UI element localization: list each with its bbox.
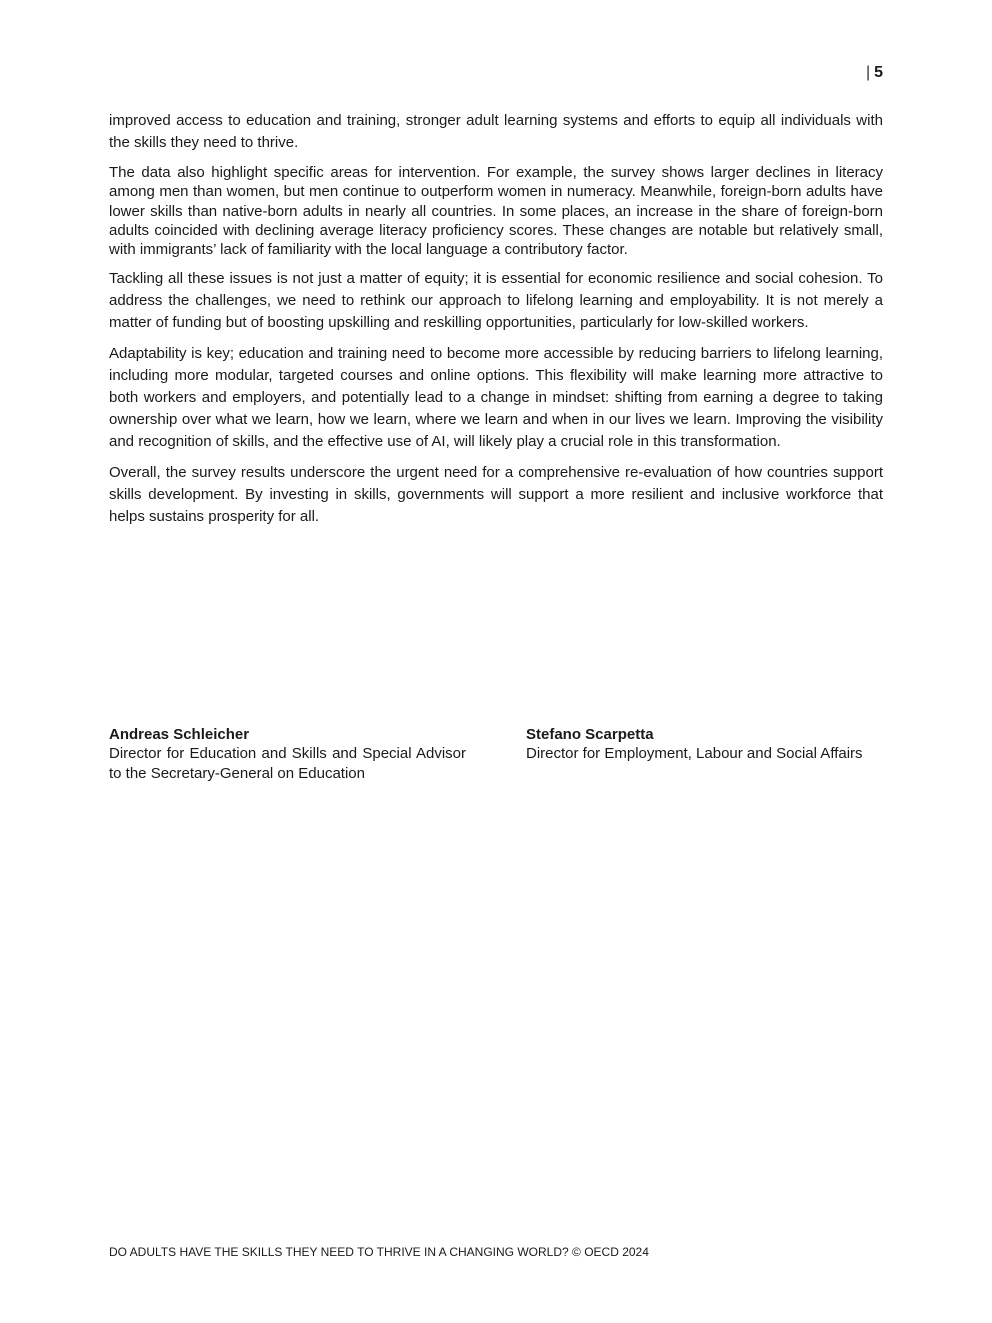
body-text (109, 110, 883, 537)
paragraph-adaptability: Adaptability is key; education and training need to become more accessible by reducing barriers to lifelong learning, including more modular, targeted courses and online options. This flexibility will make learning more attractive to both workers and employers, and potentially lead to a change in mindset: shifting from earning a degree to taking ownership over what we learn, how we learn, where we learn and when in our lives we learn. Improving the visibility and recognition of skills, and the effective use of AI, will likely play a crucial role in this transformation. (109, 345, 883, 451)
paragraph-intervention-areas: The data also highlight specific areas for intervention. For example, the survey shows larger declines in literacy among men than women, but men continue to outperform women in numeracy. Meanwhile, foreign-born adults have lower skills than native-born adults in nearly all countries. In some places, an increase in the share of foreign-born adults coincided with declining average literacy proficiency scores. These changes are notable but relatively small, with immigrants’ lack of familiarity with the local language a contributory factor. (109, 164, 883, 259)
signature-left (109, 725, 466, 783)
signatory-name: Stefano Scarpetta (526, 726, 654, 743)
paragraph-conclusion: Overall, the survey results underscore the urgent need for a comprehensive re-evaluation of how countries support skills development. By investing in skills, governments will support a more resilient and inclusive workforce that helps sustains prosperity for all. (109, 464, 883, 526)
page-number-separator: | (865, 64, 871, 81)
signatory-name: Andreas Schleicher (109, 726, 250, 743)
page-number-value: 5 (874, 64, 883, 81)
signature-right (526, 725, 883, 783)
page-number (866, 63, 883, 83)
signatures (109, 725, 883, 783)
page-footer: DO ADULTS HAVE THE SKILLS THEY NEED TO THRIVE IN A CHANGING WORLD? © OECD 2024 (109, 1245, 649, 1259)
paragraph-equity: Tackling all these issues is not just a matter of equity; it is essential for economic resilience and social cohesion. To address the challenges, we need to rethink our approach to lifelong learning and employability. It is not merely a matter of funding but of boosting upskilling and reskilling opportunities, particularly for low-skilled workers. (109, 270, 883, 332)
paragraph-intro-continuation: improved access to education and training, stronger adult learning systems and efforts to equip all individuals with the skills they need to thrive. (109, 112, 883, 151)
signatory-role: Director for Employment, Labour and Social Affairs (526, 745, 863, 763)
signatory-role: Director for Education and Skills and Special Advisor to the Secretary-General on Education (109, 745, 466, 782)
